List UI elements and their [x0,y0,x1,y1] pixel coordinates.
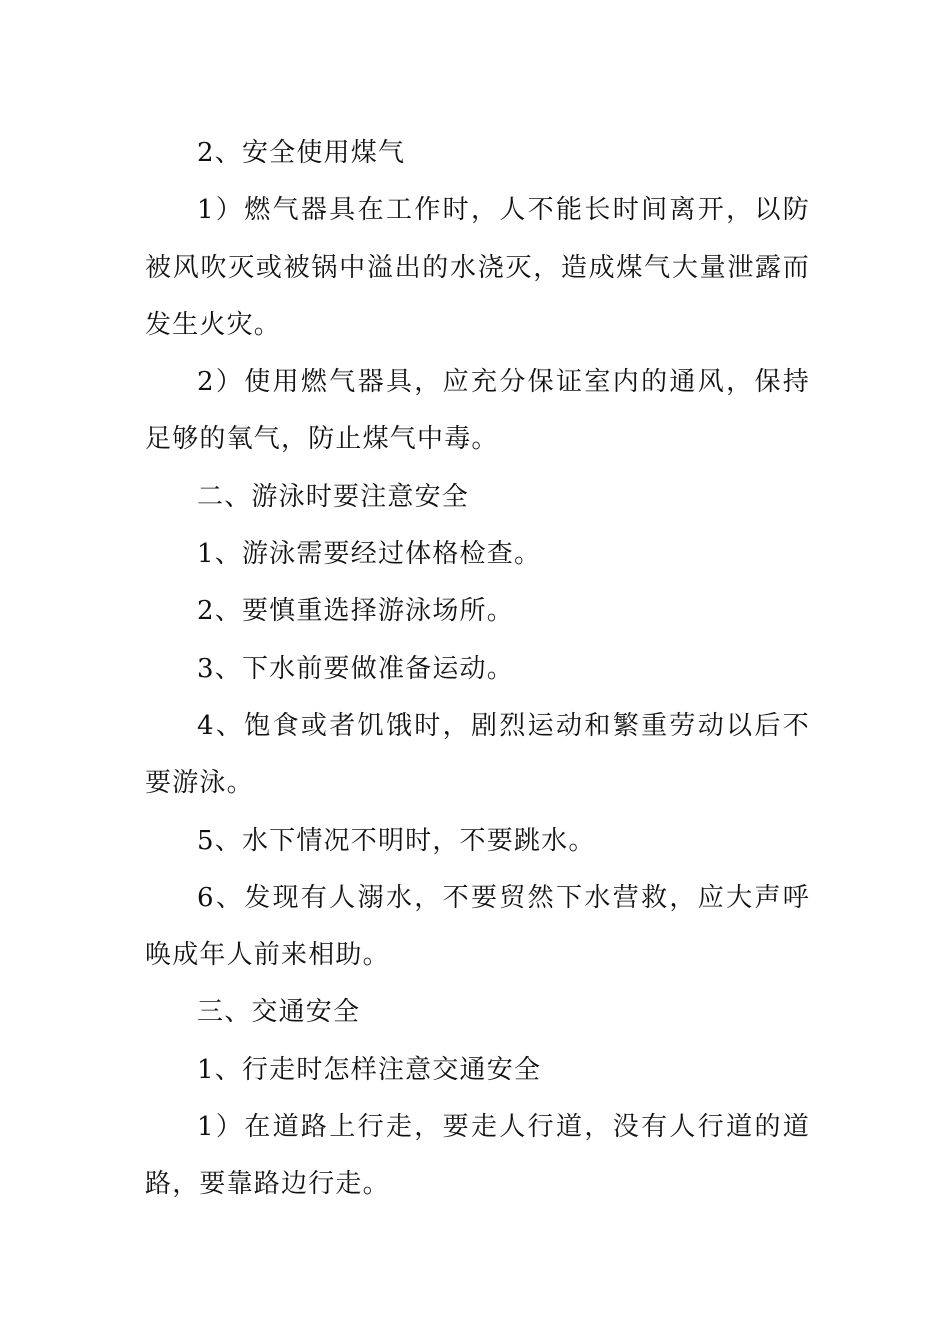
section-heading: 三、交通安全 [197,997,361,1028]
paragraph: 1）在道路上行走，要走人行道，没有人行道的道路，要靠路边行走。 [145,1112,810,1200]
paragraph: 6、发现有人溺水，不要贸然下水营救，应大声呼唤成年人前来相助。 [145,882,810,971]
paragraph: 4、饱食或者饥饿时，剧烈运动和繁重劳动以后不要游泳。 [145,710,810,799]
paragraph: 3、下水前要做准备运动。 [197,653,514,684]
paragraph: 2）使用燃气器具，应充分保证室内的通风，保持足够的氧气，防止煤气中毒。 [145,367,810,455]
paragraph: 2、要慎重选择游泳场所。 [197,596,514,627]
paragraph: 1、行走时怎样注意交通安全 [197,1054,542,1085]
paragraph: 5、水下情况不明时，不要跳水。 [197,825,596,856]
paragraph: 1、游泳需要经过体格检查。 [197,539,542,570]
document-body [145,125,810,1214]
paragraph: 2、安全使用煤气 [197,138,406,168]
section-heading: 二、游泳时要注意安全 [197,481,470,512]
paragraph: 1）燃气器具在工作时，人不能长时间离开，以防被风吹灭或被锅中溢出的水浇灭，造成煤气大量泄露而发生火灾。 [145,195,810,340]
